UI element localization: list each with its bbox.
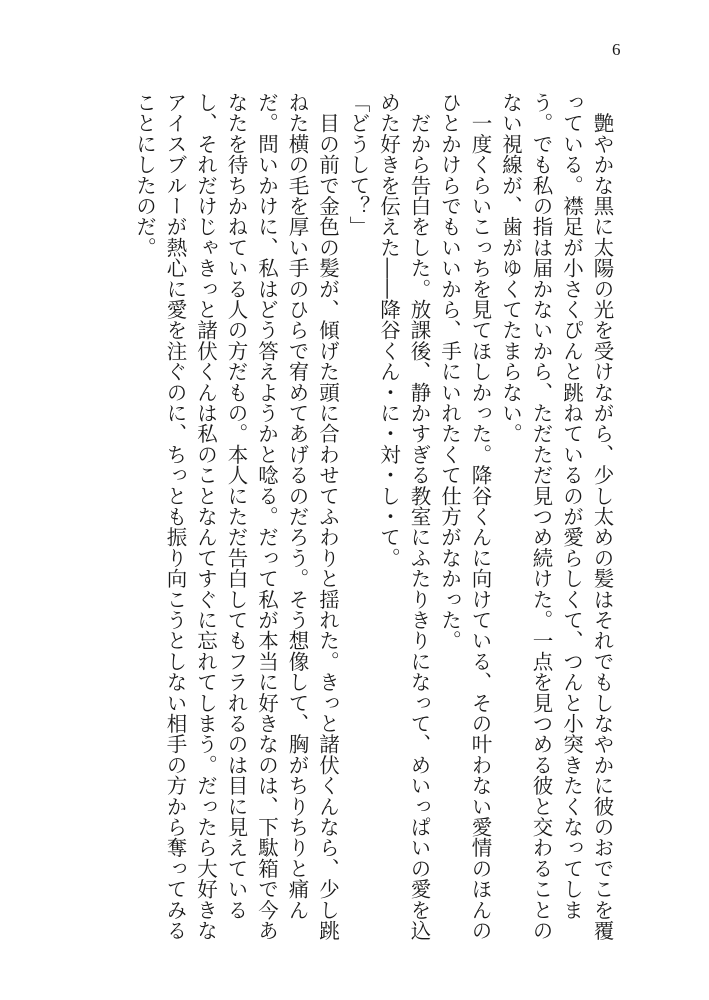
paragraph-5: 目の前で金色の髪が、傾げた頭に合わせてふわりと揺れた。きっと諸伏くんなら、少し跳ねた横の毛を厚い手のひらで宥めてあげるのだろう。そう想像して、胸がちりちりと痛んだ。問いかけに、私はどう答えようかと唸る。だって私が本当に好きなのは、下駄箱で今あなたを待ちかねている人の方だもの。本人にただ告白してもフラれるのは目に見えているし、それだけじゃきっと諸伏くんは私のことなんてすぐに忘れてしまう。だったら大好きなアイスブルーが熱心に愛を注ぐのに、ちっとも振り向こうとしない相手の方から奪ってみることにしたのだ。 <box>132 92 340 941</box>
text-body <box>77 92 617 952</box>
paragraph-3: だから告白をした。放課後、静かすぎる教室にふたりきりになって、めいっぱいの愛を込めた好きを伝えた――降谷くん・に・対・し・て。 <box>376 92 431 941</box>
page-number: 6 <box>612 40 621 59</box>
paragraph-1: 艶やかな黒に太陽の光を受けながら、少し太めの髪はそれでもしなやかに彼のおでこを覆っている。襟足が小さくぴんと跳ねているのが愛らしくて、つんと小突きたくなってしまう。でも私の指は届かないから、ただただ見つめ続けた。一点を見つめる彼と交わることのない視線が、歯がゆくてたまらない。 <box>498 92 614 941</box>
paragraph-2: 一度くらいこっちを見てほしかった。降谷くんに向けている、その叶わない愛情のほんのひとかけらでもいいから、手にいれたくて仕方がなかった。 <box>437 92 492 941</box>
paragraph-4-dialogue: 「どうして？」 <box>346 92 370 237</box>
